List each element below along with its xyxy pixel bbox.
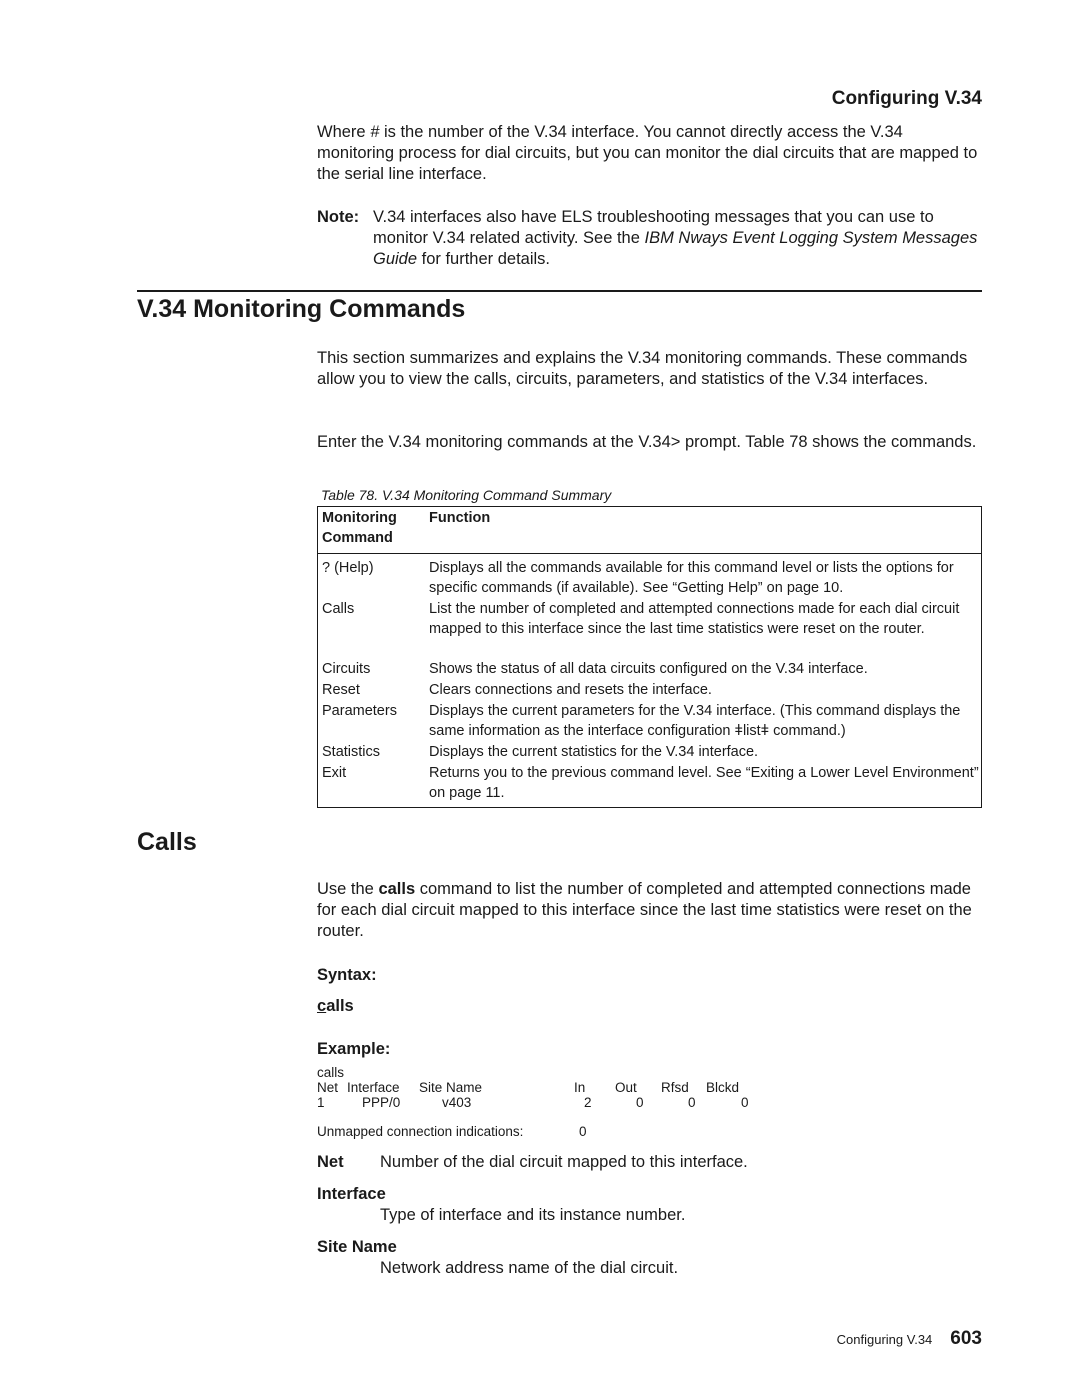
ex-interface: PPP/0	[362, 1095, 401, 1110]
row-function: Displays the current statistics for the V.34 interface.	[429, 744, 759, 760]
row-function: Clears connections and resets the interface.	[429, 682, 712, 698]
example-header-row	[317, 1080, 767, 1096]
row-function: List the number of completed and attempted connections made for each dial circuit mapped to this interface since the last time statistics were reset on the router.	[429, 601, 960, 637]
row-command: Exit	[322, 765, 347, 781]
ex-header-net: Net	[317, 1080, 339, 1095]
syntax-label: Syntax:	[317, 966, 377, 984]
ex-header-blckd: Blckd	[706, 1080, 740, 1095]
row-command: ? (Help)	[322, 560, 374, 576]
header-line-2: Command	[322, 529, 393, 546]
syntax-command	[317, 996, 354, 1017]
header-function: Function	[429, 510, 491, 526]
row-function: Displays all the commands available for this command level or lists the options for specific commands (if available). See “Getting Help” on page 10.	[429, 560, 954, 596]
header-separator	[318, 553, 981, 554]
example-label: Example:	[317, 1040, 391, 1058]
command-table	[317, 506, 982, 808]
ex-rfsd: 0	[688, 1095, 696, 1110]
ex-unmapped-label: Unmapped connection indications:	[317, 1124, 524, 1139]
ex-header-interface: Interface	[347, 1080, 400, 1095]
monitoring-heading: V.34 Monitoring Commands	[137, 295, 466, 323]
row-command: Reset	[322, 682, 360, 698]
header-line-1: Monitoring	[322, 510, 397, 526]
calls-text-end: command to list the number of completed and attempted connections made for each dial circuit mapped to this interface since the last time statistics were reset on the router.	[317, 880, 972, 940]
note-block	[317, 207, 982, 268]
ex-in: 2	[584, 1095, 592, 1110]
def-net	[317, 1152, 982, 1173]
intro-text-start: Where	[317, 123, 371, 141]
row-command: Statistics	[322, 744, 381, 760]
note-text-end: for further details.	[417, 250, 551, 268]
calls-command-ref: calls	[378, 880, 416, 898]
row-function: Displays the current parameters for the V.34 interface. (This command displays the same information as the interface configuration ǂlistǂ command.)	[429, 703, 961, 739]
def-interface-desc: Type of interface and its instance number.	[380, 1206, 686, 1224]
calls-text-start: Use the	[317, 880, 379, 898]
example-data-row	[317, 1095, 767, 1111]
def-interface-term: Interface	[317, 1185, 386, 1203]
ex-header-rfsd: Rfsd	[661, 1080, 689, 1095]
syntax-rest: alls	[326, 997, 354, 1015]
syntax-abbrev: c	[317, 997, 327, 1015]
ex-blckd: 0	[741, 1095, 749, 1110]
example-unmapped-row	[317, 1124, 617, 1140]
row-command: Calls	[322, 601, 355, 617]
ex-header-in: In	[574, 1080, 586, 1095]
ex-unmapped-value: 0	[579, 1124, 587, 1139]
calls-heading: Calls	[137, 828, 197, 856]
ex-out: 0	[636, 1095, 644, 1110]
note-reference: IBM Nways Event Logging System Messages Guide	[373, 229, 978, 268]
intro-text-end: is the number of the V.34 interface. You cannot directly access the V.34 monitoring process for dial circuits, but you can monitor the dial circuits that are mapped to the serial line interface.	[317, 123, 978, 183]
def-desc: Number of the dial circuit mapped to this interface.	[380, 1153, 748, 1171]
row-function: Returns you to the previous command level. See “Exiting a Lower Level Environment” on page 11.	[429, 765, 979, 801]
row-function: Shows the status of all data circuits configured on the V.34 interface.	[429, 661, 868, 677]
ex-header-site-name: Site Name	[419, 1080, 483, 1095]
note-body	[373, 207, 985, 270]
intro-paragraph	[317, 122, 982, 185]
section-rule	[137, 290, 982, 292]
footer-chapter: Configuring V.34	[836, 1332, 933, 1347]
row-command: Parameters	[322, 703, 397, 719]
page-footer	[837, 1328, 982, 1350]
calls-paragraph	[317, 879, 982, 942]
row-command: Circuits	[322, 661, 371, 677]
running-header: Configuring V.34	[831, 88, 982, 109]
note-label: Note:	[317, 208, 360, 226]
def-site-name-term: Site Name	[317, 1238, 397, 1256]
ex-net: 1	[317, 1095, 325, 1110]
monitoring-paragraph-2: Enter the V.34 monitoring commands at the V.34> prompt. Table 78 shows the commands.	[317, 433, 977, 451]
page-number: 603	[950, 1328, 982, 1349]
header-monitoring-command	[322, 509, 422, 548]
table-header	[318, 509, 981, 553]
table-caption: Table 78. V.34 Monitoring Command Summary	[321, 487, 612, 503]
intro-variable: #	[370, 123, 380, 141]
def-term: Net	[317, 1153, 344, 1171]
monitoring-paragraph-1: This section summarizes and explains the V.34 monitoring commands. These commands allow you to view the calls, circuits, parameters, and statistics of the V.34 interfaces.	[317, 349, 968, 388]
ex-site-name: v403	[442, 1095, 472, 1110]
note-text-start: V.34 interfaces also have ELS troubleshooting messages that you can use to monitor V.34 related activity. See the	[373, 208, 934, 247]
example-command: calls	[317, 1065, 345, 1080]
def-site-name-desc: Network address name of the dial circuit.	[380, 1259, 679, 1277]
ex-header-out: Out	[615, 1080, 637, 1095]
